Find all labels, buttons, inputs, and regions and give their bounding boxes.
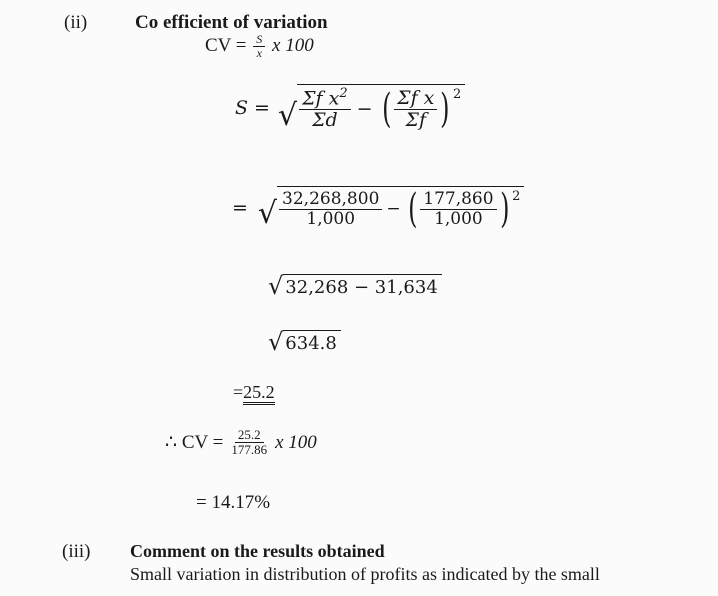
s-sqrt: √ $\frac{\Sigma f x^2}{\Sigma d}$ − ( $\frac{\text{Σf x}}{\Sigma f}$ ) 2 xyxy=(278,84,465,131)
s-term1: $\frac{\Sigma f x^2}{\Sigma d}$ xyxy=(299,87,351,131)
substitution-term2: $\frac{177,860}{1,000}$ xyxy=(420,190,496,228)
s-lhs: S = xyxy=(235,96,270,119)
cv-formula xyxy=(205,33,314,60)
section-number-iii: (iii) xyxy=(62,541,91,562)
substitution-step: = √ $\frac{32,268,800}{1,000}$ − ( $\frac{177,860}{1,000}$ ) 2 xyxy=(232,186,524,229)
s-result: =25.2 xyxy=(233,382,275,403)
section-heading-comment: Comment on the results obtained xyxy=(130,541,385,561)
cv-multiplier: x 100 xyxy=(272,35,314,57)
sqrt-icon: √ xyxy=(257,196,278,231)
comment-body: Small variation in distribution of profits as indicated by the small xyxy=(130,564,600,584)
s-formula xyxy=(235,84,465,134)
sqrt-icon: √ xyxy=(277,98,298,134)
cv-calculation: ∴ CV = $\frac{25.2}{177.86}$ x 100 xyxy=(165,427,317,458)
substitution-sqrt: √ $\frac{32,268,800}{1,000}$ − ( $\frac{177,860}{1,000}$ ) 2 xyxy=(258,186,525,229)
section-heading-cv: Co efficient of variation xyxy=(135,12,328,33)
s-result-value: 25.2 xyxy=(243,382,275,405)
step3: √ 32,268 − 31,634 xyxy=(268,274,442,299)
section-number-ii: (ii) xyxy=(64,12,88,33)
cv-lhs: CV = xyxy=(205,35,247,57)
s-term2: $\frac{\text{Σf x}}{\Sigma f}$ xyxy=(394,88,437,131)
step4: √ 634.8 xyxy=(268,330,341,355)
cv-denominator: x xyxy=(256,46,262,61)
sqrt-icon: √ xyxy=(268,328,284,356)
cv-numerator: S xyxy=(253,33,265,47)
substitution-term1: $\frac{32,268,800}{1,000}$ xyxy=(279,190,382,228)
cv-calc-fraction: $\frac{25.2}{177.86}$ xyxy=(231,427,268,458)
cv-result: = 14.17% xyxy=(196,492,271,513)
cv-fraction xyxy=(253,33,265,60)
sqrt-icon: √ xyxy=(268,272,284,300)
